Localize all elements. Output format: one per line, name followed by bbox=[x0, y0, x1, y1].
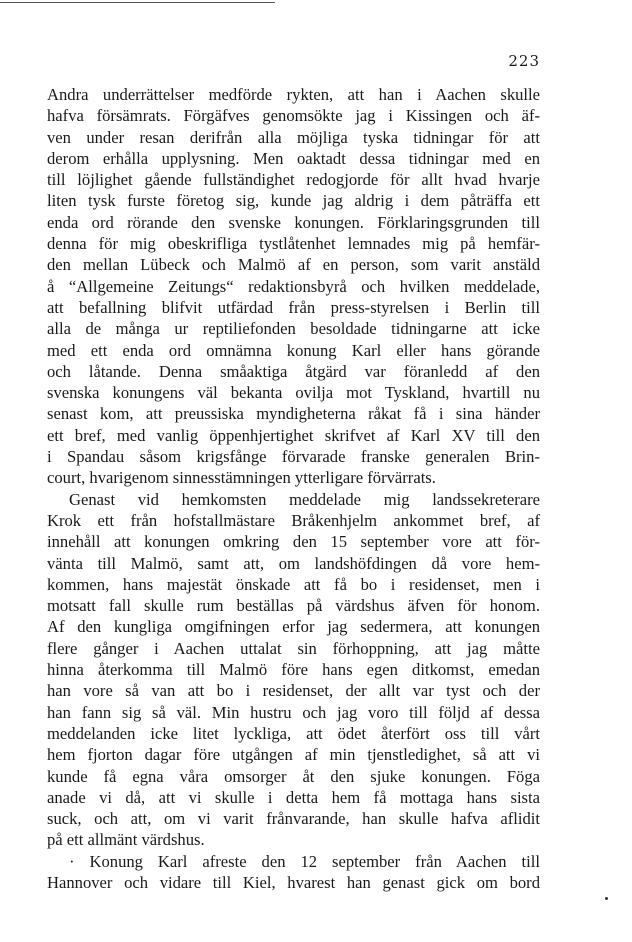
text-line: Af den kungliga omgifningen erfor jag sedermera, att konungen bbox=[47, 617, 540, 637]
text-line: hafva försämrats. Förgäfves genomsökte jag i Kissingen och äf- bbox=[47, 106, 540, 126]
text-line: derom erhålla upplysning. Men oaktadt dessa tidningar med en bbox=[47, 148, 540, 168]
text-line: ett bref, med vanlig öppenhjertighet skrifvet af Karl XV till den bbox=[47, 425, 540, 445]
text-line: alla de många ur reptiliefonden besoldade tidningarne att icke bbox=[47, 319, 540, 339]
text-line: Andra underrättelser medförde rykten, att han i Aachen skulle bbox=[47, 85, 540, 104]
text-line: innehåll att konungen omkring den 15 september vore att för- bbox=[47, 532, 540, 552]
top-rule bbox=[0, 2, 275, 3]
text-line: Genast vid hemkomsten meddelade mig landssekreterare bbox=[69, 489, 540, 509]
page-body bbox=[47, 84, 540, 893]
text-line: vänta till Malmö, samt att, om landshöfdingen då vore hem- bbox=[47, 553, 540, 573]
text-line: meddelanden icke litet lyckliga, att ödet återfört oss till vårt bbox=[47, 723, 540, 743]
text-line: att befallning blifvit utfärdad från press-styrelsen i Berlin till bbox=[47, 297, 540, 317]
text-line: han fann sig så väl. Min hustru och jag voro till följd af dessa bbox=[47, 702, 540, 722]
text-line: å “Allgemeine Zeitungs“ redaktionsbyrå och hvilken meddelade, bbox=[47, 276, 540, 296]
text-line: han vore så van att bo i residenset, der allt var tyst och der bbox=[47, 681, 540, 701]
text-line: hem fjorton dagar före utgången af min tjenstledighet, så att vi bbox=[47, 745, 540, 765]
text-line: ven under resan derifrån alla möjliga tyska tidningar för att bbox=[47, 127, 540, 147]
text-line: senast kom, att preussiska myndigheterna råkat få i sina händer bbox=[47, 404, 540, 424]
text-line: kommen, hans majestät önskade att få bo i residenset, men i bbox=[47, 574, 540, 594]
text-line: den mellan Lübeck och Malmö af en person, som varit anstäld bbox=[47, 255, 540, 275]
text-line: och låtande. Denna småaktiga åtgärd var föranledd af den bbox=[47, 361, 540, 381]
page-number: 223 bbox=[508, 52, 540, 70]
text-line: liten tysk furste företog sig, kunde jag aldrig i dem påträffa ett bbox=[47, 191, 540, 211]
paragraph bbox=[47, 84, 540, 489]
text-line: enda ord rörande den svenske konungen. Förklaringsgrunden till bbox=[47, 212, 540, 232]
text-line: svenska konungens väl bekanta ovilja mot Tyskland, hvartill nu bbox=[47, 383, 540, 403]
text-line: Hannover och vidare till Kiel, hvarest han genast gick om bord bbox=[47, 872, 540, 892]
text-line: denna för mig obeskrifliga tystlåtenhet lemnades mig på hemfär- bbox=[47, 234, 540, 254]
text-line: · Konung Karl afreste den 12 september från Aachen till bbox=[69, 851, 540, 871]
paragraph bbox=[47, 489, 540, 851]
text-line: suck, och att, om vi varit frånvarande, han skulle hafva aflidit bbox=[47, 809, 540, 829]
text-line: hinna återkomma till Malmö före hans egen ditkomst, emedan bbox=[47, 660, 540, 680]
paragraph bbox=[47, 851, 540, 894]
text-line: motsatt fall skulle rum beställas på värdshus äfven för honom. bbox=[47, 596, 540, 616]
text-line: kunde få egna våra omsorger åt den sjuke konungen. Föga bbox=[47, 766, 540, 786]
text-line: anade vi då, att vi skulle i detta hem få mottaga hans sista bbox=[47, 787, 540, 807]
text-line: på ett allmänt värdshus. bbox=[47, 830, 205, 850]
text-line: Krok ett från hofstallmästare Bråkenhjelm ankommet bref, af bbox=[47, 510, 540, 530]
text-line: court, hvarigenom sinnesstämningen ytterligare förvärrats. bbox=[47, 468, 436, 488]
text-line: till löjlighet gående fullständighet redogjorde för allt hvad hvarje bbox=[47, 170, 540, 190]
text-line: i Spandau såsom krigsfånge förvarade franske generalen Brin- bbox=[47, 447, 540, 467]
text-line: flere gånger i Aachen uttalat sin förhoppning, att jag måtte bbox=[47, 638, 540, 658]
text-line: med ett enda ord omnämna konung Karl eller hans görande bbox=[47, 340, 540, 360]
ink-speck bbox=[605, 897, 608, 900]
